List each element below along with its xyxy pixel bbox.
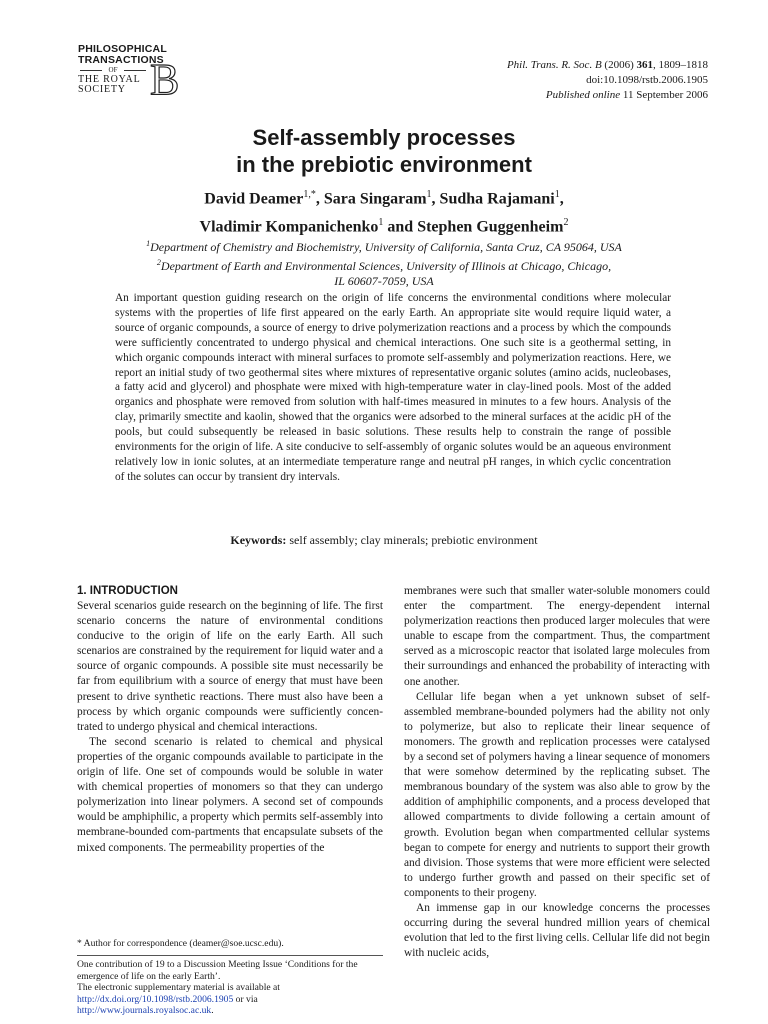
title-line-1: Self-assembly processes <box>252 125 516 150</box>
paper-title <box>0 124 768 178</box>
keywords-label: Keywords: <box>230 533 287 547</box>
author-affil-mark: 2 <box>563 217 569 229</box>
authors-line-1: David Deamer$^{1,*}$, Sara Singaram$^1$, Sudha Rajamani$^1$, <box>204 189 564 208</box>
supplementary-journal-link[interactable]: http://www.journals.royalsoc.ac.uk <box>77 1005 212 1017</box>
author-name: Stephen Guggenheim <box>417 218 564 236</box>
author-affil-mark: 1 <box>554 189 560 200</box>
logo-line-transactions: TRANSACTIONS <box>78 54 164 66</box>
author-and: and <box>387 218 414 236</box>
body-paragraph: Cellular life began when a yet unknown subset of self-assembled membrane-bounded polymers had the ability not only to polymerize, but also to replicate their linear sequence of monomers. The growth and replication processes were catalysed by a second set of polymers having a linear sequence of monomers that were somehow determined by the replicating subset. The membranous boundary of the system was also able to grow by the addition of amphiphilic components, and a process developed that allowed compartments to divide following a certain amount of growth. Evolution began when compartmented cellular systems began to compete for energy and nutrients to support their growth and division. Those systems that were more efficient were selected to undergo further growth and passed on their specific set of components to their progeny. <box>404 690 710 899</box>
keywords <box>0 533 768 548</box>
footnotes <box>77 938 383 1016</box>
journal-name: Phil. Trans. R. Soc. B <box>506 59 602 71</box>
correspondence-note: * Author for correspondence (deamer@soe.ucsc.edu). <box>77 938 284 949</box>
published-line <box>507 88 708 103</box>
supplementary-end: . <box>211 1005 214 1017</box>
body-paragraph: An immense gap in our knowledge concerns the processes occurring during the several hundred million years of chemical evolution that led to the first living cells. Cellular life did not begin with nucleic acids, <box>404 901 710 960</box>
affiliation-text: Department of Earth and Environmental Sciences, University of Illinois at Chicago, Chicago, <box>160 259 612 273</box>
author-affil-mark: 1 <box>426 189 432 200</box>
body-paragraph: Several scenarios guide research on the beginning of life. The first scenario concerns the nature of environmental conditions conducive to the origin of life on the early Earth. All such scenarios are constrained by the requirement for liquid water and a source of organic compounds. A possible site must necessarily be far from equilibrium with a source of energy that must have been present to drive synthetic reactions. There must also have been a process by which organic compounds were sufficiently concen-trated to undergo physical and chemical interactions. <box>77 600 383 733</box>
citation-year: (2006) <box>604 59 634 71</box>
body-paragraph: The second scenario is related to chemical and physical properties of the organic compounds available to participate in the origin of life. One set of compounds would be soluble in water with chemical properties of monomers so that they can undergo polymerization into linear polymers. A second set of compounds would be amphiphilic, a property which permits self-assembly into membrane-bounded com-partments that encapsulate subsets of the mixed components. The permeability properties of the <box>77 735 383 854</box>
body-paragraph: membranes were such that smaller water-soluble monomers could enter the compartment. The energy-dependent internal polymerization reactions then produced larger molecules that were unable to escape from the compartment. Thus, the compartment served as a microscopic reactor that isolated large molecules from their surroundings and enhanced the probability of interacting with one another. <box>404 585 710 688</box>
affiliation-1 <box>0 236 768 255</box>
journal-logo <box>78 44 178 104</box>
keywords-text: self assembly; clay minerals; prebiotic environment <box>289 533 538 547</box>
author-name: Sara Singaram <box>323 190 427 208</box>
affiliation-number: 2 <box>156 258 161 267</box>
published-label: Published online <box>545 89 621 101</box>
affiliation-text: Department of Chemistry and Biochemistry, University of California, Santa Cruz, CA 95064, USA <box>150 240 622 254</box>
supplementary-text: The electronic supplementary material is available at <box>77 982 280 994</box>
affiliations <box>0 236 768 289</box>
published-date: 11 September 2006 <box>622 89 708 101</box>
author-name: David Deamer <box>204 190 304 208</box>
section-heading: 1. INTRODUCTION <box>77 585 178 597</box>
author-name: Sudha Rajamani <box>439 190 555 208</box>
footnote-divider <box>77 955 383 956</box>
affiliation-2-cont: IL 60607-7059, USA <box>334 274 434 288</box>
author-name: Vladimir Kompanichenko <box>199 218 379 236</box>
body-column-right <box>404 584 710 961</box>
citation-pages: , 1809–1818 <box>653 59 708 71</box>
supplementary-doi-link[interactable]: http://dx.doi.org/10.1098/rstb.2006.1905 <box>77 993 234 1005</box>
abstract: An important question guiding research on the origin of life concerns the environmental conditions where molecular systems with the properties of life first appeared on the early Earth. An appropriate site would require liquid water, a source of organic compounds, a source of energy to drive polymerization reactions and a process by which the compounds were sufficiently concentrated to undergo physical and chemical interactions. One such site is a geothermal setting, in which organic compounds interact with mineral surfaces to promote self-assembly and polymerization reactions. Here, we report an initial study of two geothermal sites where mixtures of representative organic solutes (amino acids, nucleobases, a fatty acid and glycerol) and phosphate were mixed with high-temperature water in clay-lined pools. Most of the added organics and phosphate were removed from solution with half-times measured in minutes to a few hours. Analysis of the clay, primarily smectite and kaolin, showed that the organics were adsorbed to the mineral surfaces at the acidic pH of the pools, but could subsequently be released in basic solutions. These results help to constrain the range of possible environments for the origin of life. A site conducive to self-assembly of organic solutes would be an aqueous environment relatively low in ionic solutes, at an intermediate temperature range and neutral pH ranges, in which cyclic concentration of the solutes can occur by transient dry intervals. <box>115 292 671 483</box>
logo-line-society: SOCIETY <box>78 84 126 95</box>
title-line-2: in the prebiotic environment <box>236 152 532 177</box>
affiliation-number: 1 <box>146 239 151 248</box>
logo-of: OF <box>78 66 148 75</box>
citation-line <box>507 58 708 73</box>
affiliation-2 <box>0 255 768 274</box>
citation-volume: 361 <box>636 59 653 71</box>
doi: doi:10.1098/rstb.2006.1905 <box>586 74 708 86</box>
logo-line-the-royal: THE ROYAL <box>78 74 141 85</box>
supplementary-or: or via <box>235 993 258 1005</box>
logo-series-letter: B <box>150 55 180 104</box>
citation-block <box>507 58 708 103</box>
body-column-left <box>77 584 383 856</box>
logo-line-philosophical: PHILOSOPHICAL <box>78 43 167 55</box>
author-affil-mark: 1 <box>378 217 384 229</box>
supplementary-note <box>77 982 383 1016</box>
contribution-note: One contribution of 19 to a Discussion Meeting Issue ‘Conditions for the emergence of life on the early Earth’. <box>77 959 358 982</box>
author-affil-mark: 1,* <box>303 189 316 200</box>
author-list <box>0 183 768 240</box>
